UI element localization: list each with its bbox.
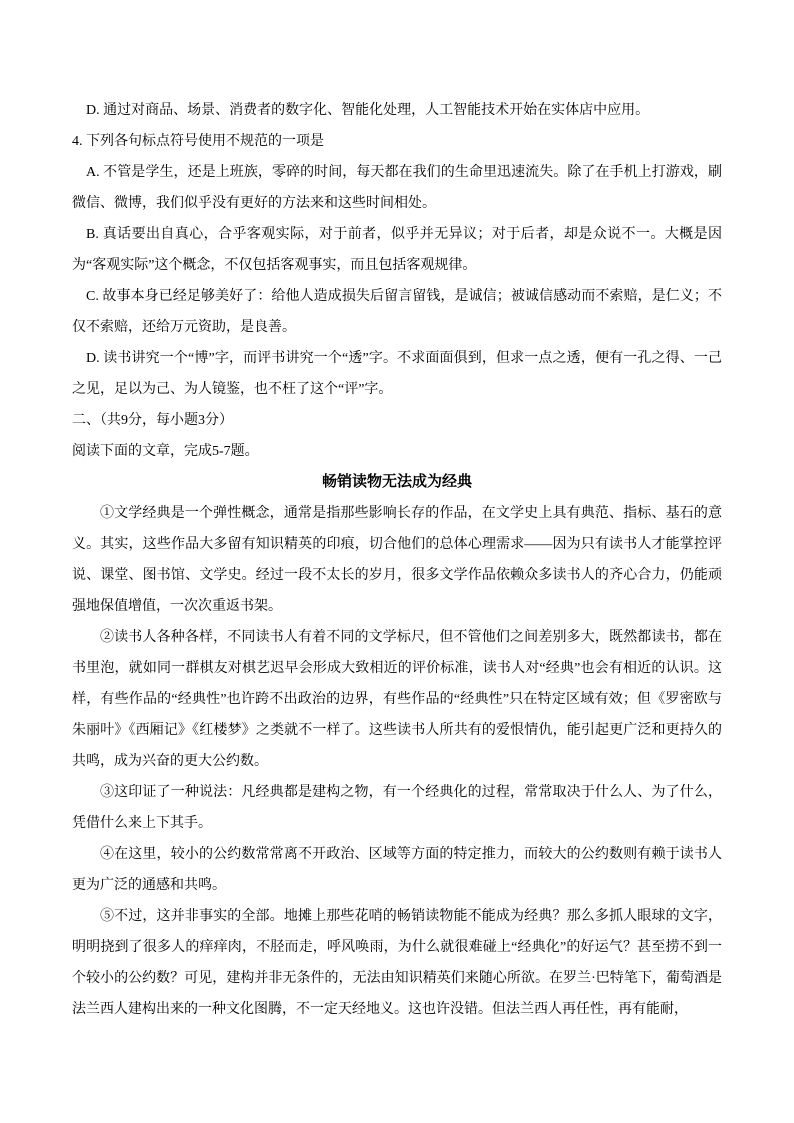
reading-instruction: 阅读下面的文章，完成5-7题。 [72,444,259,459]
question-4-option-a: A. 不管是学生，还是上班族，零碎的时间，每天都在我们的生命里迅速流失。除了在手机上打游戏，刷微信、微博，我们似乎没有更好的方法来和这些时间相处。 [72,165,722,211]
article-paragraph-2: ②读书人各种各样，不同读书人有着不同的文学标尺，但不管他们之间差别多大，既然都读书，都在书里泡，就如同一群棋友对棋艺迟早会形成大致相近的评价标准，读书人对“经典”也会有相近的认识。这样，有些作品的“经典性”也许跨不出政治的边界，有些作品的“经典性”只在特定区域有效；但《罗密欧与朱丽叶》《西厢记》《红楼梦》之类就不一样了。这些读书人所共有的爱恨情仇，能引起更广泛和更持久的共鸣，成为兴奋的更大公约数。 [72,630,722,769]
question-4-option-c: C. 故事本身已经足够美好了：给他人造成损失后留言留钱，是诚信；被诚信感动而不索赔，是仁义；不仅不索赔，还给万元资助，是良善。 [72,289,722,335]
section-2-header: 二、（共9分，每小题3分） [72,413,233,428]
question-4-stem: 4. 下列各句标点符号使用不规范的一项是 [72,134,324,149]
article-paragraph-1: ①文学经典是一个弹性概念，通常是指那些影响长存的作品，在文学史上具有典范、指标、基石的意义。其实，这些作品大多留有知识精英的印痕，切合他们的总体心理需求——因为只有读书人才能掌控评说、课堂、图书馆、文学史。经过一段不太长的岁月，很多文学作品依赖众多读书人的齐心合力，仍能顽强地保值增值，一次次重返书架。 [72,506,722,614]
question-4-option-b: B. 真话要出自真心，合乎客观实际，对于前者，似乎并无异议；对于后者，却是众说不一。大概是因为“客观实际”这个概念，不仅包括客观事实，而且包括客观规律。 [72,227,722,273]
article-paragraph-3: ③这印证了一种说法：凡经典都是建构之物，有一个经典化的过程，常常取决于什么人、为了什么，凭借什么来上下其手。 [72,785,722,831]
article-paragraph-4: ④在这里，较小的公约数常常离不开政治、区域等方面的特定推力，而较大的公约数则有赖于读书人更为广泛的通感和共鸣。 [72,847,722,893]
article-paragraph-5: ⑤不过，这并非事实的全部。地摊上那些花哨的畅销读物能不能成为经典？那么多抓人眼球的文字，明明挠到了很多人的痒痒肉，不胫而走，呼风唤雨，为什么就很难碰上“经典化”的好运气？甚至捞不到一个较小的公约数？可见，建构并非无条件的，无法由知识精英们来随心所欲。在罗兰·巴特笔下，葡萄酒是法兰西人建构出来的一种文化图腾，不一定天经地义。这也许没错。但法兰西人再任性，再有能耐， [72,909,722,1017]
article-title: 畅销读物无法成为经典 [321,474,472,490]
question-4-option-d: D. 读书讲究一个“博”字，而评书讲究一个“透”字。不求面面俱到，但求一点之透，便有一孔之得、一己之见，足以为己、为人镜鉴，也不枉了这个“评”字。 [72,351,722,397]
question3-option-d: D. 通过对商品、场景、消费者的数字化、智能化处理，人工智能技术开始在实体店中应用。 [86,103,650,118]
